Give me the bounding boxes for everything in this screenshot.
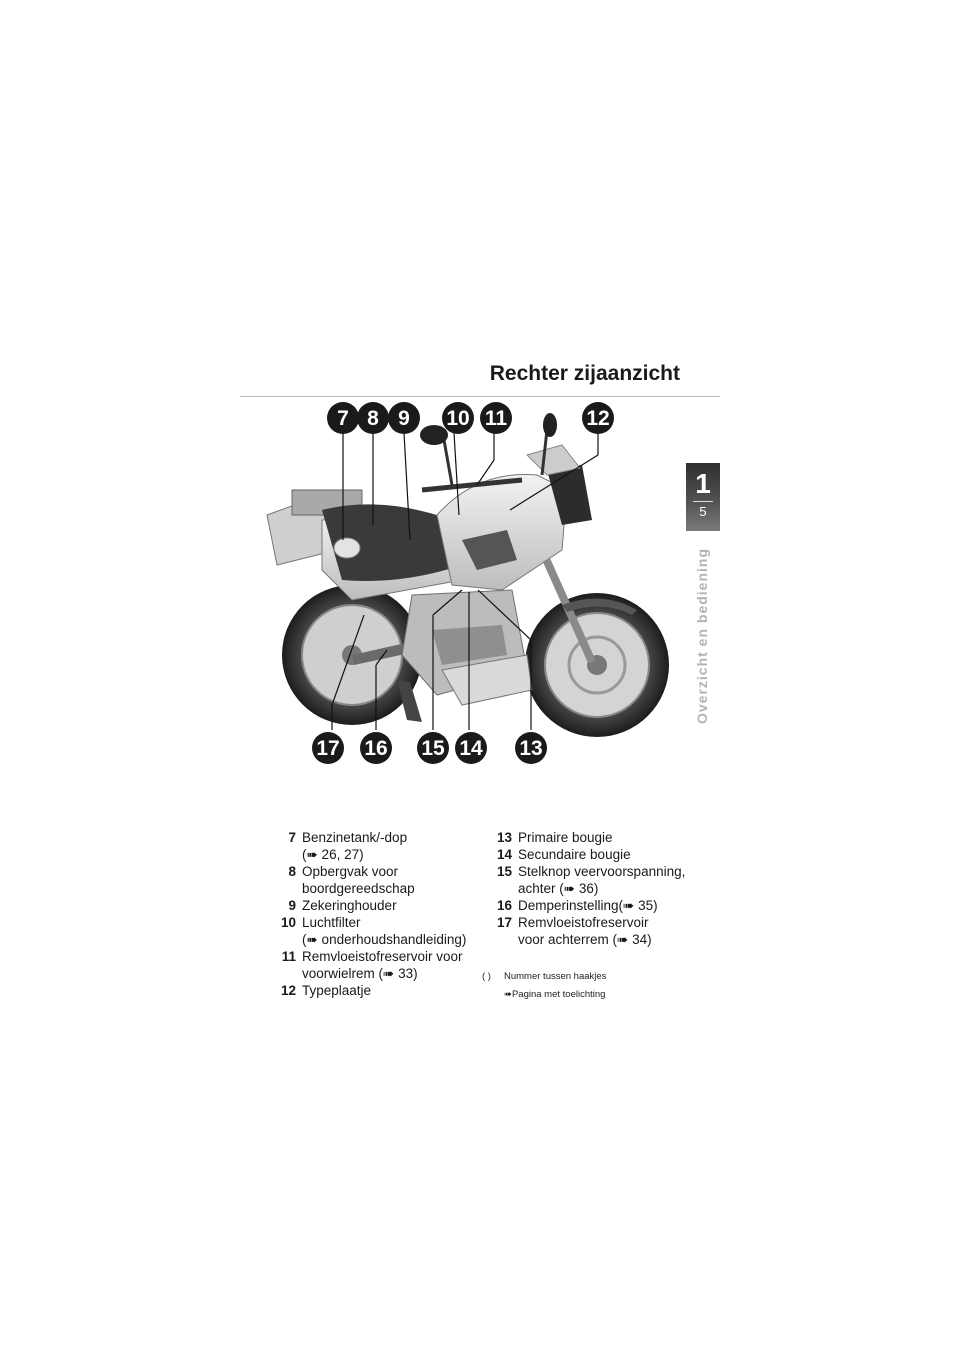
callout-17 [312, 732, 344, 764]
note-text: ➠Pagina met toelichting [504, 989, 606, 1000]
legend-number: 14 [496, 847, 512, 862]
legend-text: Remvloeistofreservoir voor [302, 949, 463, 964]
legend-text: Stelknop veervoorspanning, [518, 864, 686, 879]
legend-text: achter (➠ 36) [518, 881, 599, 896]
mirror-stem-left [444, 440, 452, 485]
callout-16-label: 16 [364, 737, 388, 760]
callout-12-label: 12 [586, 407, 610, 430]
callout-17-label: 17 [316, 737, 340, 760]
legend-item [478, 914, 698, 948]
callout-11-label: 11 [484, 407, 508, 430]
legend-item [478, 863, 698, 897]
callout-14-label: 14 [459, 737, 483, 760]
callout-9 [388, 402, 420, 434]
legend-text: (➠ 26, 27) [302, 847, 364, 862]
legend-text: Primaire bougie [518, 830, 613, 845]
legend-number: 10 [280, 915, 296, 930]
callout-9-label: 9 [398, 407, 410, 430]
legend-number: 16 [496, 898, 512, 913]
callout-15 [417, 732, 449, 764]
legend-item [262, 982, 472, 999]
legend-right [478, 829, 698, 948]
note-text: Nummer tussen haakjes [504, 971, 607, 982]
fuel-cap [334, 538, 360, 558]
mirror-left [420, 425, 448, 445]
legend-item [478, 846, 698, 863]
legend-number: 7 [288, 830, 296, 845]
legend-text: Typeplaatje [302, 983, 372, 998]
legend-number: 15 [496, 864, 512, 879]
legend-text: voorwielrem (➠ 33) [302, 966, 418, 981]
page-title: Rechter zijaanzicht [489, 362, 680, 385]
legend-item [262, 897, 472, 914]
title-rule [240, 396, 720, 397]
legend-item [478, 897, 698, 914]
legend-number: 17 [496, 915, 512, 930]
legend-text: Zekeringhouder [302, 898, 397, 913]
legend-number: 8 [288, 864, 296, 879]
motorcycle-figure [262, 400, 692, 780]
note-brackets [482, 971, 606, 982]
callout-13-label: 13 [519, 737, 543, 760]
legend-item [478, 829, 698, 846]
legend-number: 12 [280, 983, 296, 998]
callout-15-label: 15 [421, 737, 445, 760]
legend-left [262, 829, 472, 999]
mirror-right [543, 413, 557, 437]
chapter-number: 1 [695, 468, 711, 499]
page-number: 5 [699, 504, 707, 519]
callout-8-label: 8 [367, 407, 379, 430]
callout-7 [327, 402, 359, 434]
legend-item [262, 863, 472, 897]
legend-item [262, 829, 472, 863]
legend-text: Secundaire bougie [518, 847, 631, 862]
legend-text: Opbergvak voor [302, 864, 399, 879]
legend-text: (➠ onderhoudshandleiding) [302, 932, 467, 947]
callout-14 [455, 732, 487, 764]
callout-11 [480, 402, 512, 434]
legend-number: 9 [288, 898, 296, 913]
legend-item [262, 948, 472, 982]
callout-8 [357, 402, 389, 434]
legend-text: Benzinetank/-dop [302, 830, 408, 845]
legend-text: voor achterrem (➠ 34) [518, 932, 652, 947]
note-page-reference [482, 989, 605, 1000]
callout-7-label: 7 [337, 407, 349, 430]
legend-text: Luchtfilter [302, 915, 361, 930]
chapter-divider [693, 501, 713, 502]
legend-text: boordgereedschap [302, 881, 415, 896]
legend-item [262, 914, 472, 948]
legend-number: 13 [496, 830, 512, 845]
callout-10-label: 10 [446, 407, 470, 430]
legend-text: Remvloeistofreservoir [518, 915, 649, 930]
section-side-label: Overzicht en bediening [694, 547, 710, 725]
legend-text: Demperinstelling(➠ 35) [518, 898, 658, 913]
callout-16 [360, 732, 392, 764]
legend-number: 11 [281, 949, 296, 964]
front-wheel [525, 593, 669, 737]
callout-13 [515, 732, 547, 764]
note-symbol: ( ) [482, 971, 491, 982]
callout-10 [442, 402, 474, 434]
callout-12 [582, 402, 614, 434]
